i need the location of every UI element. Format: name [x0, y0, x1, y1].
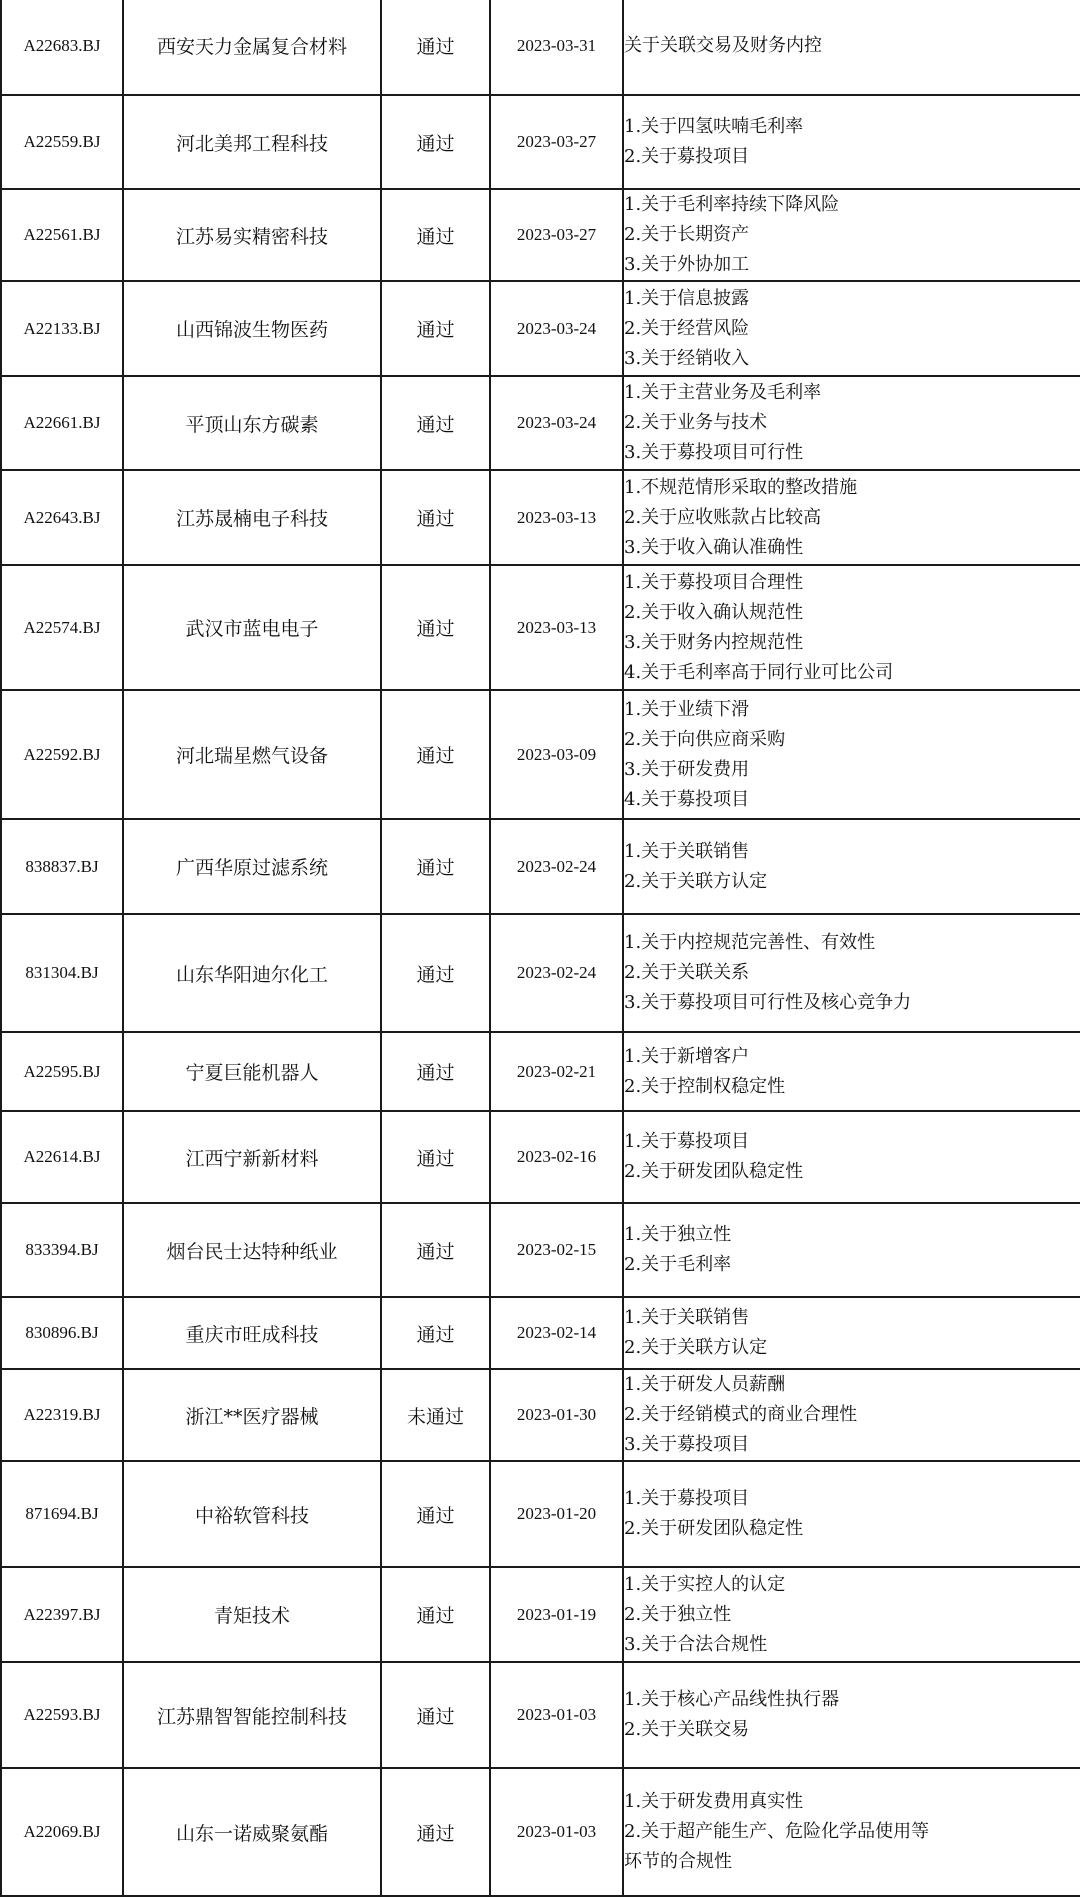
company-name-cell: 江苏鼎智智能控制科技 — [123, 1662, 381, 1768]
issue-item: 1.关于内控规范完善性、有效性 — [624, 932, 876, 953]
issue-item: 2.关于向供应商采购 — [624, 728, 786, 750]
review-result-cell: 通过 — [381, 1111, 490, 1203]
table-row — [1, 565, 1080, 690]
review-issues-cell — [623, 1111, 1080, 1203]
stock-code-cell: A22069.BJ — [1, 1768, 123, 1896]
review-issues-cell — [623, 690, 1080, 819]
company-name-cell: 山东一诺威聚氨酯 — [123, 1768, 381, 1896]
review-result-cell: 通过 — [381, 281, 490, 376]
issue-item: 3.关于财务内控规范性 — [624, 631, 804, 653]
review-issues-cell — [623, 1567, 1080, 1662]
company-name-cell: 河北美邦工程科技 — [123, 95, 381, 189]
review-issues-cell — [623, 470, 1080, 565]
review-date-cell: 2023-03-31 — [490, 0, 623, 95]
review-date-cell: 2023-03-24 — [490, 281, 623, 376]
issue-item: 3.关于外协加工 — [624, 254, 750, 275]
stock-code-cell: A22614.BJ — [1, 1111, 123, 1203]
company-name-cell: 武汉市蓝电电子 — [123, 565, 381, 690]
stock-code-cell: A22319.BJ — [1, 1369, 123, 1461]
review-result-cell: 通过 — [381, 819, 490, 914]
issue-item: 2.关于收入确认规范性 — [624, 601, 804, 623]
company-name-cell: 宁夏巨能机器人 — [123, 1032, 381, 1111]
issue-item: 4.关于募投项目 — [624, 788, 750, 810]
issue-item: 3.关于合法合规性 — [624, 1633, 768, 1655]
issue-item: 1.关于新增客户 — [624, 1045, 750, 1067]
issue-item: 1.关于四氢呋喃毛利率 — [624, 116, 804, 137]
issue-item: 3.关于经销收入 — [624, 347, 750, 369]
issue-item: 3.关于研发费用 — [624, 758, 750, 780]
company-name-cell: 西安天力金属复合材料 — [123, 0, 381, 95]
review-result-cell: 通过 — [381, 376, 490, 470]
stock-code-cell: A22683.BJ — [1, 0, 123, 95]
table-row — [1, 189, 1080, 281]
review-result-cell: 通过 — [381, 470, 490, 565]
issue-item: 1.关于主营业务及毛利率 — [624, 382, 822, 403]
table-row — [1, 470, 1080, 565]
table-row — [1, 376, 1080, 470]
company-name-cell: 平顶山东方碳素 — [123, 376, 381, 470]
issue-item: 2.关于关联关系 — [624, 962, 750, 983]
review-date-cell: 2023-02-24 — [490, 819, 623, 914]
issue-item: 1.关于募投项目合理性 — [624, 571, 804, 593]
stock-code-cell: A22574.BJ — [1, 565, 123, 690]
company-name-cell: 江苏易实精密科技 — [123, 189, 381, 281]
company-name-cell: 山东华阳迪尔化工 — [123, 914, 381, 1032]
issue-item: 2.关于业务与技术 — [624, 412, 768, 433]
issue-item: 1.关于毛利率持续下降风险 — [624, 194, 840, 215]
issue-item: 2.关于超产能生产、危险化学品使用等 — [624, 1821, 930, 1842]
review-date-cell: 2023-03-27 — [490, 95, 623, 189]
review-result-cell: 通过 — [381, 690, 490, 819]
table-row — [1, 1567, 1080, 1662]
issue-item: 2.关于关联方认定 — [624, 870, 768, 892]
review-result-cell: 通过 — [381, 0, 490, 95]
review-date-cell: 2023-03-13 — [490, 470, 623, 565]
review-result-cell: 通过 — [381, 1567, 490, 1662]
stock-code-cell: A22643.BJ — [1, 470, 123, 565]
company-name-cell: 烟台民士达特种纸业 — [123, 1203, 381, 1297]
review-issues-cell — [623, 281, 1080, 376]
stock-code-cell: A22593.BJ — [1, 1662, 123, 1768]
review-issues-cell — [623, 1662, 1080, 1768]
company-name-cell: 浙江**医疗器械 — [123, 1369, 381, 1461]
issue-item: 3.关于募投项目 — [624, 1434, 750, 1455]
table-row — [1, 1203, 1080, 1297]
table-body — [1, 0, 1080, 1896]
issue-item: 3.关于募投项目可行性 — [624, 442, 804, 463]
issue-item: 2.关于经销模式的商业合理性 — [624, 1404, 858, 1425]
issue-item: 2.关于募投项目 — [624, 146, 750, 167]
stock-code-cell: A22595.BJ — [1, 1032, 123, 1111]
review-issues-cell — [623, 819, 1080, 914]
review-result-cell: 通过 — [381, 1461, 490, 1567]
company-name-cell: 江西宁新新材料 — [123, 1111, 381, 1203]
issue-item: 3.关于募投项目可行性及核心竞争力 — [624, 992, 912, 1013]
company-name-cell: 重庆市旺成科技 — [123, 1297, 381, 1369]
review-issues-cell — [623, 914, 1080, 1032]
issue-item: 1.关于业绩下滑 — [624, 698, 750, 720]
stock-code-cell: 838837.BJ — [1, 819, 123, 914]
issue-item: 1.关于研发费用真实性 — [624, 1791, 804, 1812]
table-row — [1, 0, 1080, 95]
issue-item: 4.关于毛利率高于同行业可比公司 — [624, 661, 894, 683]
table-row — [1, 1111, 1080, 1203]
review-result-cell: 通过 — [381, 1032, 490, 1111]
table-row — [1, 1662, 1080, 1768]
table-row — [1, 95, 1080, 189]
stock-code-cell: A22592.BJ — [1, 690, 123, 819]
review-date-cell: 2023-03-24 — [490, 376, 623, 470]
review-date-cell: 2023-01-30 — [490, 1369, 623, 1461]
issue-item: 2.关于研发团队稳定性 — [624, 1161, 804, 1182]
stock-code-cell: A22561.BJ — [1, 189, 123, 281]
issue-item: 环节的合规性 — [624, 1851, 732, 1872]
company-name-cell: 河北瑞星燃气设备 — [123, 690, 381, 819]
review-date-cell: 2023-01-20 — [490, 1461, 623, 1567]
review-result-cell: 通过 — [381, 189, 490, 281]
stock-code-cell: A22133.BJ — [1, 281, 123, 376]
issue-item: 关于关联交易及财务内控 — [624, 34, 822, 56]
issue-item: 1.关于研发人员薪酬 — [624, 1374, 786, 1395]
review-date-cell: 2023-03-13 — [490, 565, 623, 690]
review-issues-cell — [623, 1461, 1080, 1567]
review-issues-cell — [623, 1768, 1080, 1896]
stock-code-cell: A22661.BJ — [1, 376, 123, 470]
review-result-cell: 通过 — [381, 565, 490, 690]
review-result-cell: 通过 — [381, 1768, 490, 1896]
table-row — [1, 1461, 1080, 1567]
stock-code-cell: A22559.BJ — [1, 95, 123, 189]
table-row — [1, 914, 1080, 1032]
table-row — [1, 1768, 1080, 1896]
issue-item: 1.不规范情形采取的整改措施 — [624, 476, 858, 498]
review-date-cell: 2023-02-16 — [490, 1111, 623, 1203]
stock-code-cell: 833394.BJ — [1, 1203, 123, 1297]
issue-item: 2.关于毛利率 — [624, 1254, 732, 1275]
stock-code-cell: 830896.BJ — [1, 1297, 123, 1369]
company-name-cell: 江苏晟楠电子科技 — [123, 470, 381, 565]
stock-code-cell: 871694.BJ — [1, 1461, 123, 1567]
issue-item: 2.关于研发团队稳定性 — [624, 1518, 804, 1539]
review-result-cell: 通过 — [381, 1203, 490, 1297]
review-issues-cell — [623, 1369, 1080, 1461]
issue-item: 2.关于独立性 — [624, 1603, 732, 1625]
issue-item: 2.关于应收账款占比较高 — [624, 506, 822, 528]
issue-item: 2.关于长期资产 — [624, 224, 750, 245]
company-name-cell: 山西锦波生物医药 — [123, 281, 381, 376]
table-row — [1, 281, 1080, 376]
review-date-cell: 2023-01-19 — [490, 1567, 623, 1662]
review-issues-cell — [623, 376, 1080, 470]
review-date-cell: 2023-02-21 — [490, 1032, 623, 1111]
review-result-cell: 通过 — [381, 95, 490, 189]
table-row — [1, 1369, 1080, 1461]
review-result-cell: 通过 — [381, 1297, 490, 1369]
stock-code-cell: A22397.BJ — [1, 1567, 123, 1662]
review-result-cell: 未通过 — [381, 1369, 490, 1461]
company-name-cell: 中裕软管科技 — [123, 1461, 381, 1567]
review-date-cell: 2023-03-27 — [490, 189, 623, 281]
issue-item: 1.关于信息披露 — [624, 287, 750, 309]
review-date-cell: 2023-02-14 — [490, 1297, 623, 1369]
issue-item: 1.关于实控人的认定 — [624, 1573, 786, 1595]
issue-item: 1.关于关联销售 — [624, 840, 750, 862]
company-name-cell: 广西华原过滤系统 — [123, 819, 381, 914]
review-issues-cell — [623, 1032, 1080, 1111]
issue-item: 1.关于募投项目 — [624, 1131, 750, 1152]
issue-item: 1.关于募投项目 — [624, 1488, 750, 1509]
table-row — [1, 819, 1080, 914]
issue-item: 2.关于控制权稳定性 — [624, 1075, 786, 1097]
review-date-cell: 2023-01-03 — [490, 1662, 623, 1768]
review-result-cell: 通过 — [381, 914, 490, 1032]
review-date-cell: 2023-03-09 — [490, 690, 623, 819]
review-issues-cell — [623, 95, 1080, 189]
review-issues-cell — [623, 565, 1080, 690]
review-date-cell: 2023-02-15 — [490, 1203, 623, 1297]
review-issues-cell — [623, 1203, 1080, 1297]
issue-item: 1.关于独立性 — [624, 1224, 732, 1245]
review-date-cell: 2023-02-24 — [490, 914, 623, 1032]
review-issues-cell — [623, 189, 1080, 281]
table-row — [1, 1297, 1080, 1369]
company-name-cell: 青矩技术 — [123, 1567, 381, 1662]
issue-item: 2.关于经营风险 — [624, 317, 750, 339]
review-date-cell: 2023-01-03 — [490, 1768, 623, 1896]
issue-item: 3.关于收入确认准确性 — [624, 536, 804, 558]
issue-item: 2.关于关联交易 — [624, 1719, 750, 1740]
review-issues-cell — [623, 1297, 1080, 1369]
review-issues-cell — [623, 0, 1080, 95]
issue-item: 1.关于核心产品线性执行器 — [624, 1689, 840, 1710]
table-row — [1, 1032, 1080, 1111]
table-row — [1, 690, 1080, 819]
issue-item: 2.关于关联方认定 — [624, 1337, 768, 1358]
review-result-cell: 通过 — [381, 1662, 490, 1768]
issue-item: 1.关于关联销售 — [624, 1307, 750, 1328]
stock-code-cell: 831304.BJ — [1, 914, 123, 1032]
